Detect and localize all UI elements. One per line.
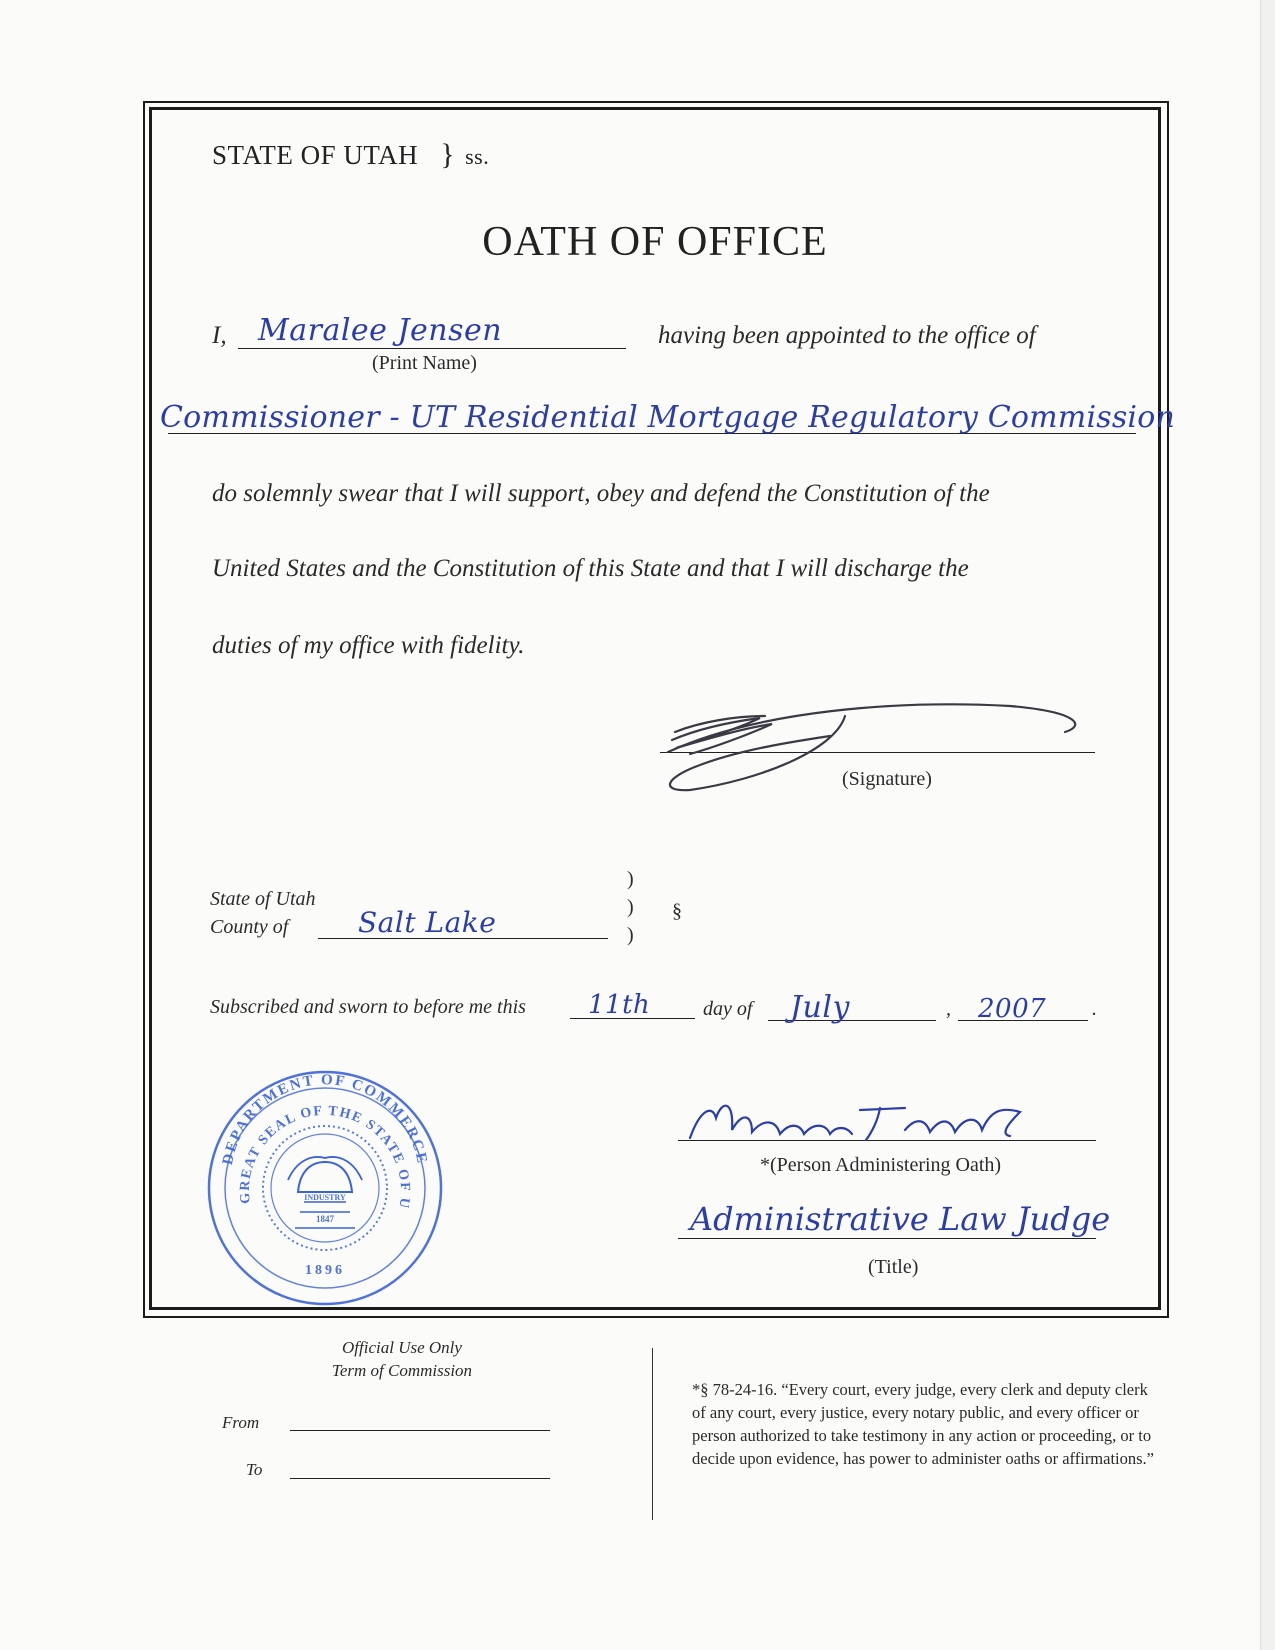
section-symbol: § — [672, 900, 682, 922]
oath-line-1: do solemnly swear that I will support, obey and defend the Constitution of the — [212, 480, 990, 507]
to-line — [290, 1478, 550, 1479]
official-use-title: Official Use Only — [342, 1338, 462, 1357]
to-label: To — [246, 1460, 263, 1479]
jurat-prefix: Subscribed and sworn to before me this — [210, 996, 526, 1018]
from-label: From — [222, 1413, 260, 1432]
handwritten-month: July — [790, 990, 850, 1025]
print-name-caption: (Print Name) — [372, 352, 477, 374]
handwritten-year: 2007 — [978, 994, 1047, 1024]
document-title: OATH OF OFFICE — [482, 219, 828, 265]
seal-center-text: INDUSTRY — [304, 1193, 346, 1202]
seal-bottom-year: 1896 — [305, 1263, 345, 1278]
day-of-label: day of — [703, 998, 753, 1020]
title-caption: (Title) — [868, 1256, 919, 1278]
statute-footnote: *§ 78-24-16. “Every court, every judge, every clerk and deputy clerk of any court, every justice, every notary public, and every officer or person authorized to take testimony in any action or proceeding, or to decide upon evidence, has power to administer oaths or affirmations.” — [692, 1380, 1155, 1468]
venue-paren-2: ) — [627, 896, 634, 918]
handwritten-title: Administrative Law Judge — [690, 1200, 1111, 1238]
state-name: STATE OF UTAH — [212, 140, 419, 170]
administering-caption: *(Person Administering Oath) — [760, 1154, 1002, 1176]
ss-label: ss. — [465, 144, 490, 169]
date-period: . — [1092, 998, 1097, 1020]
i-prefix: I, — [212, 322, 227, 349]
handwritten-name: Maralee Jensen — [258, 313, 503, 348]
date-comma: , — [946, 998, 951, 1020]
state-seal — [193, 1051, 450, 1312]
handwritten-county: Salt Lake — [358, 906, 497, 939]
handwritten-office: Commissioner - UT Residential Mortgage Regulatory Commission — [160, 400, 1176, 435]
oath-line-3: duties of my office with fidelity. — [212, 632, 525, 659]
handwritten-day: 11th — [588, 990, 651, 1020]
venue-state-label: State of Utah — [210, 888, 316, 910]
appointed-text: having been appointed to the office of — [658, 322, 1036, 349]
footer-divider — [652, 1348, 653, 1520]
seal-inner-text: THE GREAT SEAL OF THE STATE OF UTAH — [193, 1051, 413, 1211]
title-line — [678, 1238, 1096, 1239]
venue-county-label: County of — [210, 916, 289, 938]
from-line — [290, 1430, 550, 1431]
seal-outer-text: DEPARTMENT OF COMMERCE — [219, 1072, 431, 1167]
term-of-commission: Term of Commission — [331, 1361, 473, 1380]
oath-line-2: United States and the Constitution of this State and that I will discharge the — [212, 555, 969, 582]
signature-caption: (Signature) — [842, 768, 932, 790]
seal-center-year: 1847 — [316, 1214, 334, 1224]
venue-paren-3: ) — [627, 924, 634, 946]
venue-paren-1: ) — [627, 868, 634, 890]
venue-brace: } — [440, 138, 456, 171]
